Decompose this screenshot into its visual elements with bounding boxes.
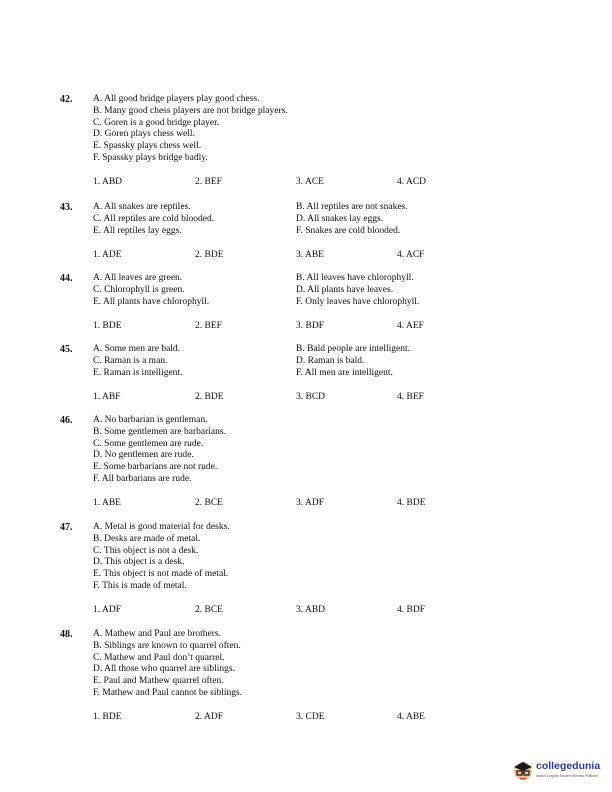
statement: A. Mathew and Paul are brothers. (93, 629, 221, 639)
answer-option[interactable]: 4. AEF (397, 320, 424, 331)
statement: B. All reptiles are not snakes. (296, 202, 408, 212)
statement: F. All men are intelligent. (296, 367, 393, 378)
graduate-mascot-icon (512, 758, 534, 784)
answer-option[interactable]: 1. ADF (93, 605, 121, 615)
statement: F. This is made of metal. (93, 581, 187, 591)
statement: C. Chlorophyll is green. (93, 284, 185, 295)
answer-option[interactable]: 2. BCE (195, 498, 223, 508)
answer-option[interactable]: 3. BDF (296, 320, 324, 331)
statement: C. This object is not a desk. (93, 545, 199, 556)
answer-option[interactable]: 1. ABF (93, 391, 121, 402)
question-number: 42. (60, 94, 73, 105)
statement: A. All snakes are reptiles. (93, 202, 191, 212)
statement: F. Snakes are cold blooded. (296, 225, 401, 236)
question-number: 48. (60, 629, 73, 640)
statement: F. Mathew and Paul cannot be siblings. (93, 688, 243, 698)
statement: D. No gentlemen are rude. (93, 450, 194, 461)
answer-option[interactable]: 1. ADE (93, 249, 122, 260)
statement: F. Only leaves have chlorophyll. (296, 296, 420, 307)
answer-option[interactable]: 3. ABD (296, 605, 326, 615)
answer-option[interactable]: 3. ABE (296, 249, 324, 260)
answer-option[interactable]: 4. ACF (397, 249, 425, 260)
statement: D. This object is a desk. (93, 557, 185, 568)
statement: B. Siblings are known to quarrel often. (93, 640, 241, 651)
answer-option[interactable]: 1. ABD (93, 177, 123, 187)
answer-option[interactable]: 2. ADF (195, 712, 223, 722)
statement: D. All plants have leaves. (296, 284, 394, 295)
statement: A. Some men are bald. (93, 344, 181, 354)
statement: E. This object is not made of metal. (93, 569, 229, 580)
statement: E. All reptiles lay eggs. (93, 225, 182, 236)
answer-option[interactable]: 3. CDE (296, 712, 325, 722)
statement: F. All barbarians are rude. (93, 474, 192, 484)
answer-option[interactable]: 4. BDF (397, 605, 425, 615)
statement: B. Many good chess players are not bridge players. (93, 105, 288, 116)
statement: B. Desks are made of metal. (93, 533, 201, 544)
question-number: 45. (60, 344, 73, 355)
statement: A. All good bridge players play good chess. (93, 94, 260, 104)
answer-option[interactable]: 2. BDE (195, 391, 224, 402)
statement: D. All snakes lay eggs. (296, 213, 384, 224)
statement: B. Some gentlemen are barbarians. (93, 426, 226, 437)
statement: E. Some barbarians are not rude. (93, 462, 218, 473)
answer-option[interactable]: 1. BDE (93, 712, 122, 722)
statement: E. Raman is intelligent. (93, 367, 183, 378)
statement: D. Goren plays chess well. (93, 129, 195, 140)
answer-option[interactable]: 1. ABE (93, 498, 121, 508)
question-number: 44. (60, 273, 73, 284)
statement: A. No barbarian is gentleman. (93, 415, 208, 425)
answer-option[interactable]: 4. ABE (397, 712, 425, 722)
statement: C. Goren is a good bridge player. (93, 117, 220, 128)
statement: D. Raman is bald. (296, 355, 365, 366)
answer-option[interactable]: 3. BCD (296, 391, 326, 402)
answer-option[interactable]: 4. BEF (397, 391, 424, 402)
statement: C. Some gentlemen are rude. (93, 438, 204, 449)
statement: B. Bald people are intelligent. (296, 344, 410, 354)
question-number: 43. (60, 202, 73, 213)
logo-wordmark: collegedunia (536, 760, 601, 772)
statement: C. Mathew and Paul don’t quarrel. (93, 652, 225, 663)
answer-option[interactable]: 2. BEF (195, 320, 222, 331)
statement: D. All those who quarrel are siblings. (93, 664, 235, 675)
answer-option[interactable]: 1. BDE (93, 320, 122, 331)
statement: A. All leaves are green. (93, 273, 183, 283)
answer-option[interactable]: 3. ADF (296, 498, 324, 508)
answer-option[interactable]: 4. BDE (397, 498, 426, 508)
question-number: 46. (60, 415, 73, 426)
statement: F. Spassky plays bridge badly. (93, 153, 208, 163)
answer-option[interactable]: 2. BEF (195, 177, 222, 187)
answer-option[interactable]: 2. BCE (195, 605, 223, 615)
answer-option[interactable]: 3. ACE (296, 177, 324, 187)
logo-tagline: India's Largest Student Review Platform (536, 774, 599, 778)
statement: E. Spassky plays chess well. (93, 141, 202, 152)
collegedunia-logo (510, 758, 610, 786)
statement: E. Paul and Mathew quarrel often. (93, 676, 224, 687)
statement: A. Metal is good material for desks. (93, 522, 230, 532)
answer-option[interactable]: 4. ACD (397, 177, 427, 187)
statement: C. All reptiles are cold blooded. (93, 213, 215, 224)
statement: E. All plants have chlorophyll. (93, 296, 210, 307)
answer-option[interactable]: 2. BDE (195, 249, 224, 260)
question-number: 47. (60, 522, 73, 533)
statement: C. Raman is a man. (93, 355, 168, 366)
statement: B. All leaves have chlorophyll. (296, 273, 414, 283)
